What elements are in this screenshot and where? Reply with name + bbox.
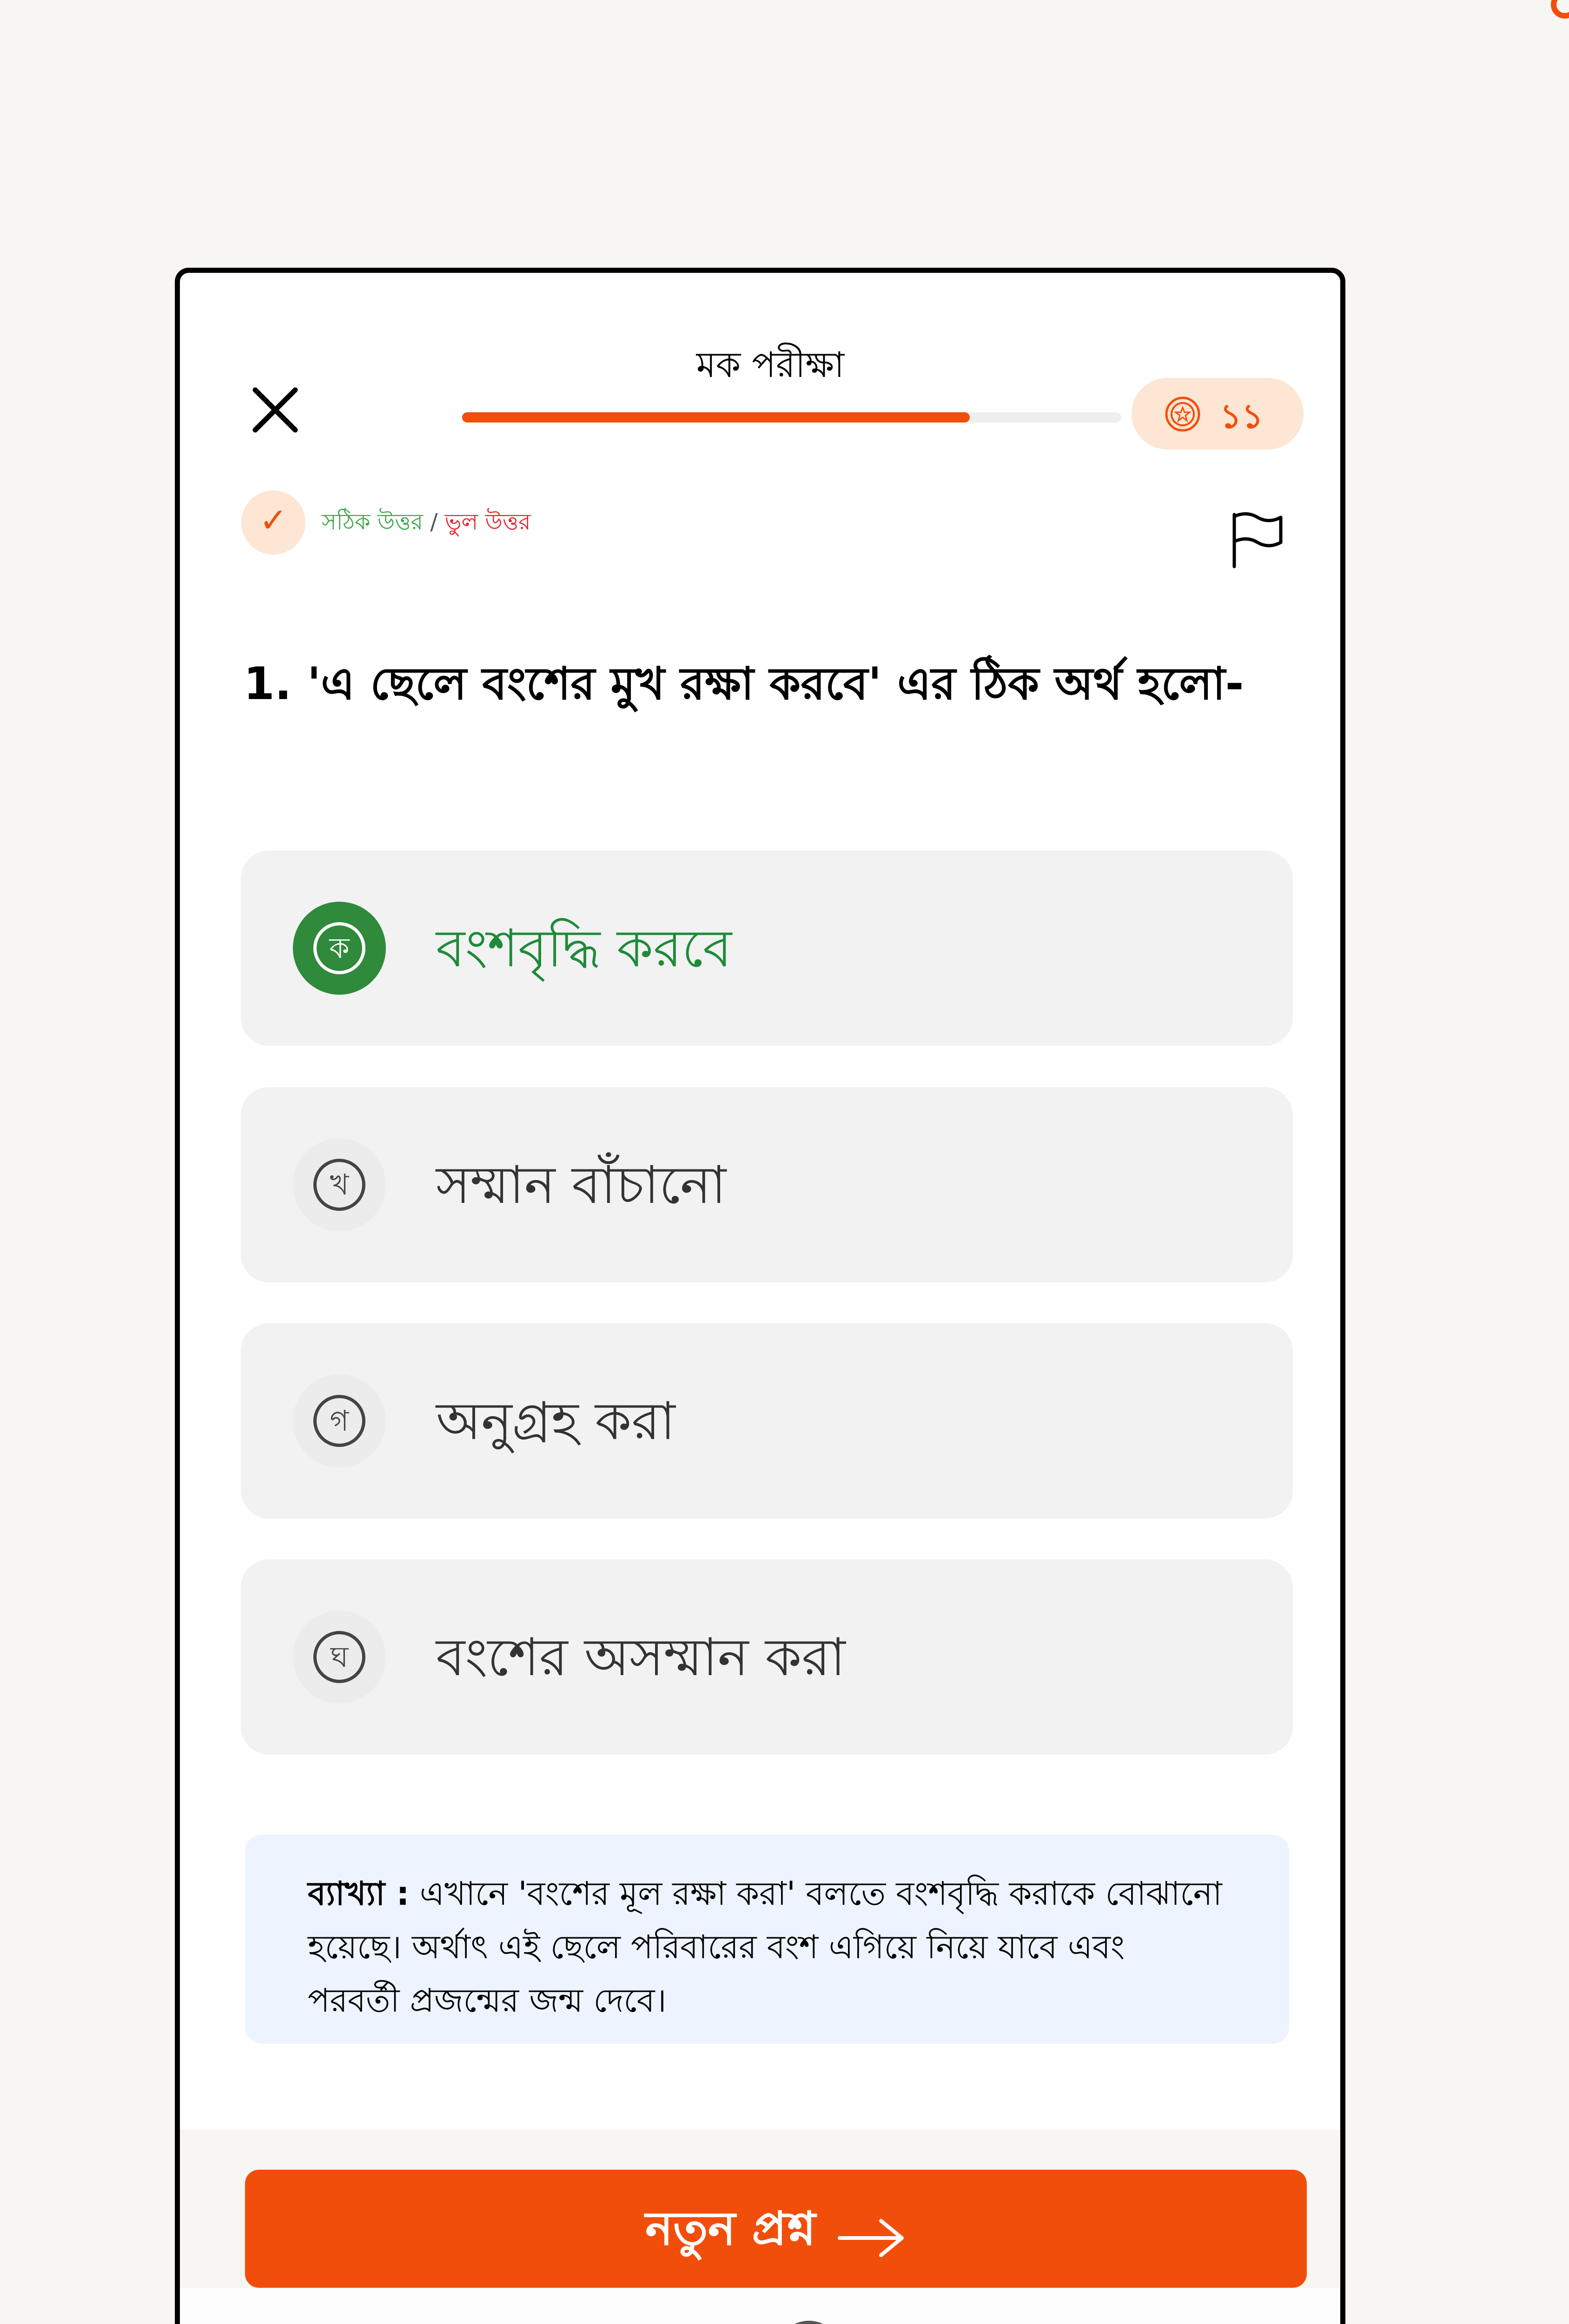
explanation-text: এখানে 'বংশের মূল রক্ষা করা' বলতে বংশবৃদ্ধি করাকে বোঝানো হয়েছে। অর্থাৎ এই ছেলে পরিবারের বংশ এগিয়ে নিয়ে যাবে এবং পরবর্তী প্রজন্মের জন্ম দেবে। <box>308 1875 1222 2020</box>
option-label: বংশবৃদ্ধি করবে <box>436 918 732 979</box>
option-marker <box>293 1374 386 1467</box>
coin-icon <box>1164 396 1201 433</box>
option-letter: গ <box>313 1395 365 1447</box>
phone-frame <box>175 268 1345 2324</box>
arrow-right-icon <box>837 2217 907 2259</box>
option-kha[interactable] <box>241 1087 1293 1282</box>
legend-wrong-text: ভুল উত্তর <box>444 509 531 535</box>
option-ga[interactable] <box>241 1323 1293 1519</box>
progress-fill <box>462 412 970 423</box>
check-badge <box>241 490 305 555</box>
option-gha[interactable] <box>241 1559 1293 1755</box>
check-icon: ✓ <box>259 501 288 540</box>
coin-badge[interactable] <box>1132 378 1304 449</box>
option-label: অনুগ্রহ করা <box>436 1391 675 1452</box>
option-marker <box>293 1138 386 1231</box>
progress-bar <box>462 412 1121 423</box>
flag-icon[interactable] <box>1226 510 1286 570</box>
page-title: মক পরীক্ষা <box>696 344 845 385</box>
option-marker <box>293 1611 386 1703</box>
legend-correct-text: সঠিক উত্তর <box>322 509 424 535</box>
explanation-label: ব্যাখ্যা : <box>308 1875 410 1913</box>
option-letter: ঘ <box>313 1631 365 1683</box>
coin-count: ১১ <box>1220 396 1264 436</box>
option-marker <box>293 902 386 995</box>
option-label: বংশের অসম্মান করা <box>436 1627 846 1688</box>
legend-separator: / <box>430 509 438 535</box>
explanation-box <box>245 1835 1289 2044</box>
question-text: 1. 'এ ছেলে বংশের মুখ রক্ষা করবে' এর ঠিক অর্থ হলো- <box>244 658 1244 710</box>
option-ka[interactable] <box>241 851 1293 1046</box>
next-question-button[interactable] <box>245 2170 1307 2288</box>
close-icon[interactable] <box>250 384 301 436</box>
option-letter: খ <box>313 1159 365 1211</box>
answer-legend <box>322 505 531 542</box>
corner-circle-decoration <box>1551 0 1569 19</box>
option-letter: ক <box>313 922 365 974</box>
next-button-label: নতুন প্রশ্ন <box>645 2201 816 2256</box>
home-circle-icon[interactable] <box>776 2321 841 2324</box>
system-nav-bar <box>180 2288 1340 2324</box>
option-label: সম্মান বাঁচানো <box>436 1155 727 1215</box>
explanation-paragraph <box>308 1867 1224 2027</box>
